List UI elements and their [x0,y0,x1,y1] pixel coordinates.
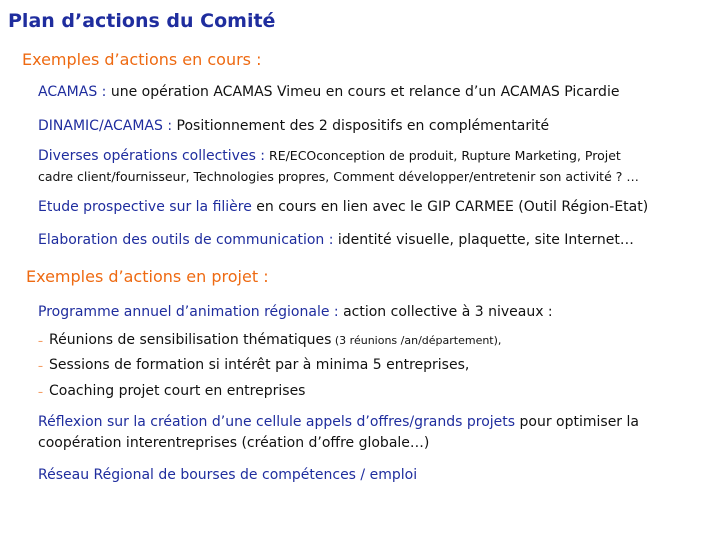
bullet-item [38,383,305,399]
item-reseau-label: Réseau Régional de bourses de compétences / emploi [38,467,418,483]
bullet-marker: – [38,387,43,398]
item-reflexion-text: pour optimiser la coopération interentreprises (création d’offre globale…) [38,414,639,451]
item-programme [38,304,553,320]
item-acamas [38,84,619,100]
bullet-text: Coaching projet court en entreprises [49,383,306,399]
item-acamas-label: ACAMAS : [38,84,107,100]
bullet-marker: – [38,336,43,347]
item-etude-label: Etude prospective sur la filière [38,199,252,215]
item-reflexion [38,412,708,454]
item-diverses-text2: cadre client/fournisseur, Technologies propres, Comment développer/entretenir son activité ? … [38,169,639,184]
item-programme-text: action collective à 3 niveaux : [338,304,553,320]
item-programme-label: Programme annuel d’animation régionale : [38,304,339,320]
bullet-item [38,332,501,348]
bullet-marker: – [38,361,43,372]
item-dinamic-text: Positionnement des 2 dispositifs en complémentarité [172,118,550,134]
item-etude [38,199,648,215]
section-heading-project: Exemples d’actions en projet : [26,267,269,286]
bullet-suffix: (3 réunions /an/département), [331,334,502,347]
item-elaboration-label: Elaboration des outils de communication : [38,232,334,248]
page-title: Plan d’actions du Comité [8,10,276,32]
bullet-text: Réunions de sensibilisation thématiques [49,332,332,348]
item-acamas-text: une opération ACAMAS Vimeu en cours et relance d’un ACAMAS Picardie [106,84,620,100]
item-etude-text: en cours en lien avec le GIP CARMEE (Outil Région-Etat) [251,199,649,215]
section-heading-current: Exemples d’actions en cours : [22,50,262,69]
item-elaboration [38,232,634,248]
bullet-text: Sessions de formation si intérêt par à minima 5 entreprises, [49,357,470,373]
item-elaboration-text: identité visuelle, plaquette, site Internet… [333,232,634,248]
item-diverses-text1: RE/ECOconception de produit, Rupture Marketing, Projet [265,148,621,163]
item-dinamic [38,118,549,134]
item-reflexion-label: Réflexion sur la création d’une cellule appels d’offres/grands projets [38,414,516,430]
bullet-item [38,357,469,373]
item-dinamic-label: DINAMIC/ACAMAS : [38,118,173,134]
item-diverses-label: Diverses opérations collectives : [38,148,266,164]
item-reseau [38,467,417,483]
item-diverses [38,148,621,164]
